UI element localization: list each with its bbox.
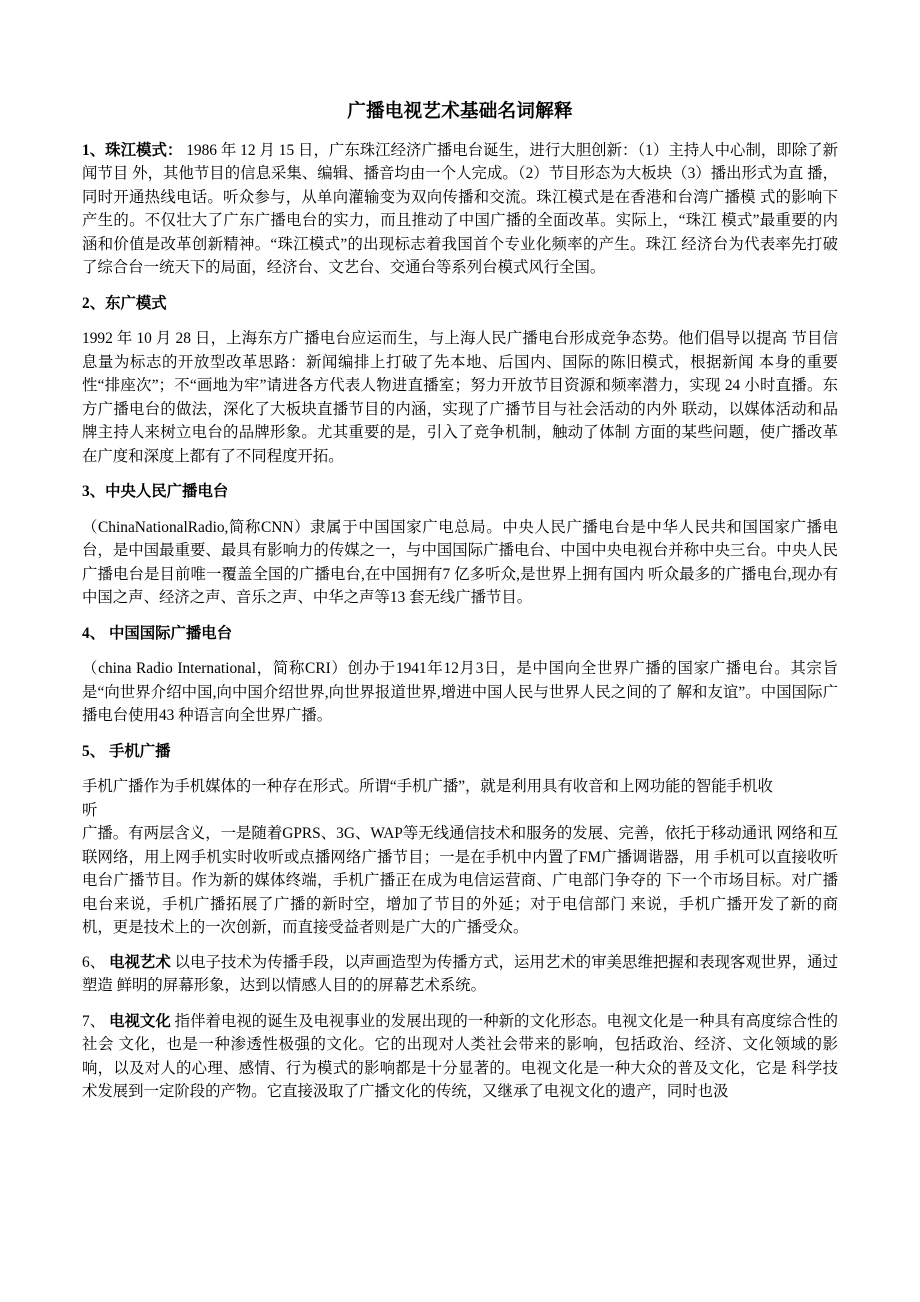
section-5-body-line2: 听 <box>82 801 98 819</box>
section-3-heading <box>82 480 838 504</box>
section-1-body: 1986 年 12 月 15 日，广东珠江经济广播电台诞生，进行大胆创新：（1）主持人中心制，即除了新闻节目 外，其他节目的信息采集、编辑、播音均由一个人完成。（2）节目形态为大板块（3）播出形式为直 播，同时开通热线电话。听众参与，从单向灌输变为双向传播和交流。珠江模式是在香港和台湾广播模 式的影响下产生的。不仅壮大了广东广播电台的实力，而且推动了中国广播的全面改革。实际上，“珠江 模式”最重要的内涵和价值是改革创新精神。“珠江模式”的出现标志着我国首个专业化频率的产生。珠江 经济台为代表率先打破了综合台一统天下的局面，经济台、文艺台、交通台等系列台模式风行全国。 <box>82 141 838 277</box>
section-6-number: 6、 <box>82 953 106 971</box>
section-4-term: 中国国际广播电台 <box>108 624 233 642</box>
section-4-heading <box>82 622 838 646</box>
section-3-body <box>82 516 838 610</box>
section-2-heading <box>82 292 838 316</box>
section-7-paragraph <box>82 1010 838 1104</box>
section-5-term: 手机广播 <box>108 742 171 760</box>
section-5-number: 5、 <box>82 742 106 760</box>
section-6-term: 电视艺术 <box>109 953 171 971</box>
section-4-number: 4、 <box>82 624 106 642</box>
section-3-body-text: （ChinaNationalRadio,简称CNN）隶属于中国国家广电总局。中央人民广播电台是中华人民共和国国家广播电台，是中国最重要、最具有影响力的传媒之一，与中国国际广播电台、中国中央电视台并称中央三台。中央人民广播电台是目前唯一覆盖全国的广播电台,在中国拥有7 亿多听众,是世界上拥有国内 听众最多的广播电台,现办有中国之声、经济之声、音乐之声、中华之声等13 套无线广播节目。 <box>82 518 838 607</box>
section-3-number: 3、 <box>82 483 106 501</box>
section-5-heading <box>82 740 838 764</box>
section-6-body: 以电子技术为传播手段，以声画造型为传播方式，运用艺术的审美思维把握和表现客观世界，通过塑造 鲜明的屏幕形象，达到以情感人目的的屏幕艺术系统。 <box>82 953 838 995</box>
document-body <box>82 100 838 1116</box>
section-1-term: 珠江模式： <box>105 141 183 159</box>
section-7-number: 7、 <box>82 1012 106 1030</box>
section-4-body <box>82 657 838 728</box>
section-7-term: 电视文化 <box>109 1012 171 1030</box>
section-1-number: 1、 <box>82 141 106 159</box>
section-5-body-line1: 手机广播作为手机媒体的一种存在形式。所谓“手机广播”，就是利用具有收音和上网功能的智能手机收 <box>82 778 773 796</box>
section-2-body: 1992 年 10 月 28 日，上海东方广播电台应运而生，与上海人民广播电台形成竞争态势。他们倡导以提高 节目信息量为标志的开放型改革思路：新闻编排上打破了先本地、后国内、国际的陈旧模式，根据新闻 本身的重要性“排座次”；不“画地为牢”请进各方代表人物进直播室；努力开放节目资源和频率潜力，实现 24 小时直播。东方广播电台的做法，深化了大板块直播节目的内涵，实现了广播节目与社会活动的内外 联动，以媒体活动和品牌主持人来树立电台的品牌形象。尤其重要的是，引入了竞争机制，触动了体制 方面的某些问题，使广播改革在广度和深度上都有了不同程度开拓。 <box>82 330 838 465</box>
section-7-body: 指伴着电视的诞生及电视事业的发展出现的一种新的文化形态。电视文化是一种具有高度综合性的社会 文化，也是一种渗透性极强的文化。它的出现对人类社会带来的影响，包括政治、经济、文化领域的影 响，以及对人的心理、感情、行为模式的影响都是十分显著的。电视文化是一种大众的普及文化，它是 科学技术发展到一定阶段的产物。它直接汲取了广播文化的传统，又继承了电视文化的遗产，同时也汲 <box>82 1012 838 1101</box>
page-title: 广播电视艺术基础名词解释 <box>347 102 573 122</box>
section-2-number: 2、 <box>82 294 106 312</box>
section-3-term: 中央人民广播电台 <box>105 483 229 501</box>
section-2-term: 东广模式 <box>105 294 167 312</box>
section-4-body-text: （china Radio International，简称CRI）创办于1941年12月3日，是中国向全世界广播的国家广播电台。其宗旨是“向世界介绍中国,向中国介绍世界,向世界报道世界,增进中国人民与世界人民之间的了 解和友谊”。中国国际广播电台使用43 种语言向全世界广播。 <box>82 660 838 725</box>
section-1-paragraph <box>82 139 838 280</box>
section-6-paragraph <box>82 951 838 998</box>
section-5-body <box>82 775 838 940</box>
section-5-body-line3: 广播。有两层含义，一是随着GPRS、3G、WAP等无线通信技术和服务的发展、完善，依托于移动通讯 网络和互联网络，用上网手机实时收听或点播网络广播节目；一是在手机中内置了FM广播调谐器，用 手机可以直接收听电台广播节目。作为新的媒体终端，手机广播正在成为电信运营商、广电部门争夺的 下一个市场目标。对广播电台来说，手机广播拓展了广播的新时空，增加了节目的外延；对于电信部门 来说，手机广播开发了新的商机，更是技术上的一次创新，而直接受益者则是广大的广播受众。 <box>82 825 838 937</box>
